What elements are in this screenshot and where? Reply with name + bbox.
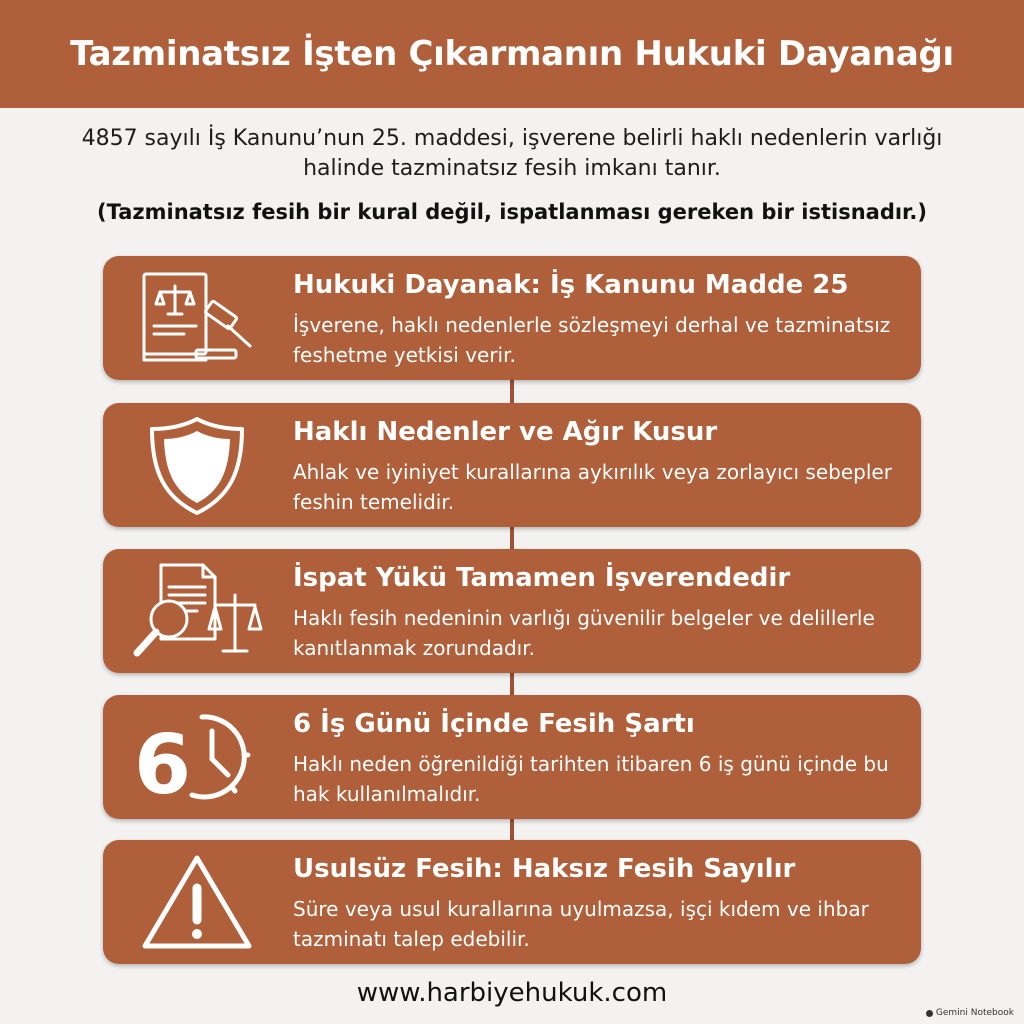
header-bar [0, 0, 1024, 108]
brand-text: Gemini Notebook [935, 1008, 1014, 1018]
evidence-search-icon [127, 559, 267, 663]
card-legal-basis [103, 256, 921, 380]
card-title: Haklı Nedenler ve Ağır Kusur [293, 417, 718, 447]
card-burden-of-proof [103, 549, 921, 673]
page-title: Tazminatsız İşten Çıkarmanın Hukuki Dayanağı [70, 34, 954, 74]
brand-watermark [926, 1008, 1014, 1018]
card-title: 6 İş Günü İçinde Fesih Şartı [293, 709, 695, 739]
intro-note: (Tazminatsız fesih bir kural değil, ispatlanması gereken bir istisnadır.) [97, 200, 927, 224]
warning-icon [127, 850, 267, 954]
card-six-days [103, 695, 921, 819]
brand-logo-icon [926, 1010, 933, 1017]
card-description: Haklı fesih nedeninin varlığı güvenilir belgeler ve delillerle kanıtlanmak zorundadır. [293, 606, 875, 660]
six-day-clock-icon [127, 705, 267, 809]
card-unlawful-termination [103, 840, 921, 964]
card-description: Süre veya usul kurallarına uyulmazsa, işçi kıdem ve ihbar tazminatı talep edebilir. [293, 897, 869, 951]
card-description: Ahlak ve iyiniyet kurallarına aykırılık veya zorlayıcı sebepler feshin temelidir. [293, 460, 892, 514]
six-glyph: 6 [134, 718, 192, 809]
law-book-gavel-icon [127, 266, 267, 370]
card-description: Haklı neden öğrenildiği tarihten itibaren 6 iş günü içinde bu hak kullanılmalıdır. [293, 752, 889, 806]
card-just-causes [103, 403, 921, 527]
shield-icon [127, 413, 267, 517]
card-description: İşverene, haklı nedenlerle sözleşmeyi derhal ve tazminatsız feshetme yetkisi verir. [293, 313, 891, 367]
card-title: Usulsüz Fesih: Haksız Fesih Sayılır [293, 854, 796, 884]
card-title: İspat Yükü Tamamen İşverendedir [293, 563, 791, 593]
website-link[interactable]: www.harbiyehukuk.com [356, 978, 668, 1008]
card-title: Hukuki Dayanak: İş Kanunu Madde 25 [293, 270, 849, 300]
intro-text: 4857 sayılı İş Kanunu’nun 25. maddesi, işverene belirli haklı nedenlerin varlığı halinde tazminatsız fesih imkanı tanır. [81, 126, 943, 181]
